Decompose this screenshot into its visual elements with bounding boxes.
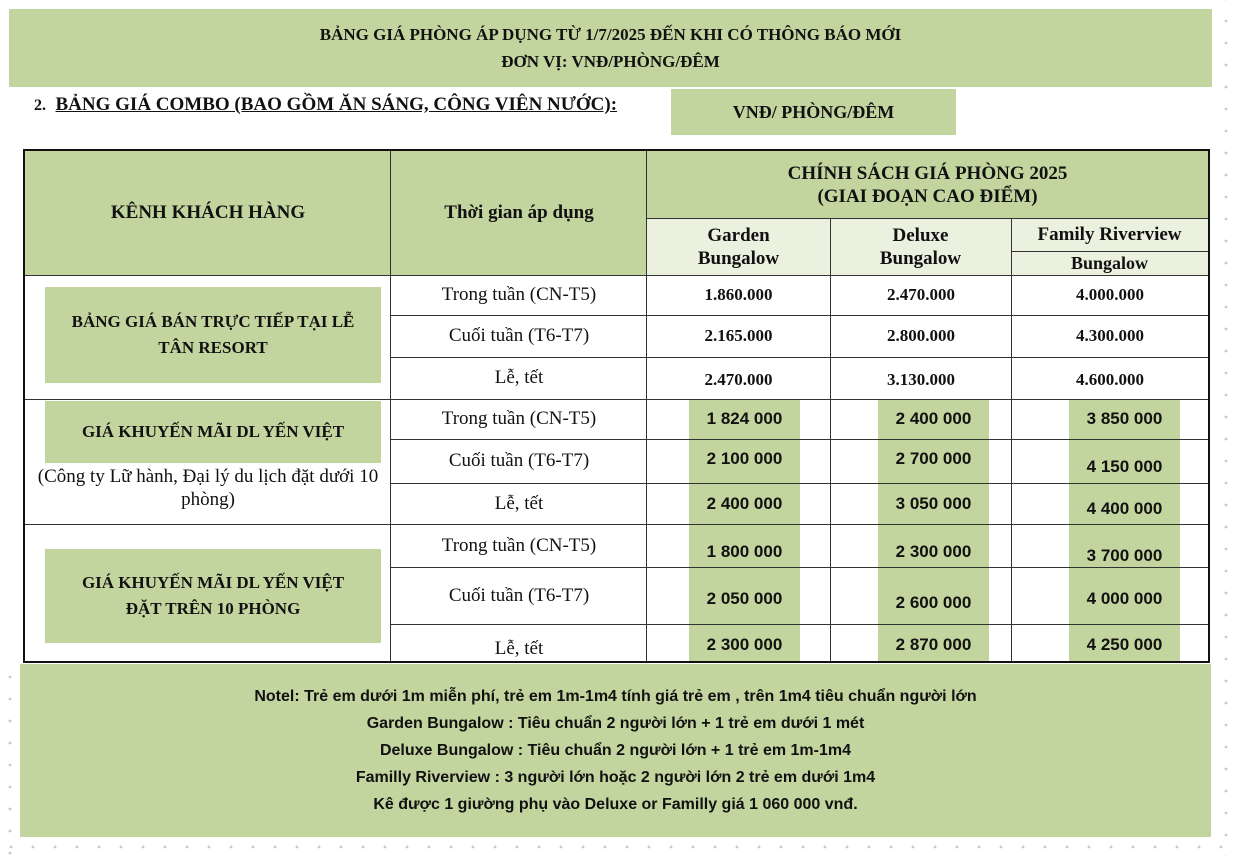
price-cell: 1 800 000: [706, 542, 783, 561]
notes-box: [20, 664, 1211, 837]
group-label-promo-over10: [45, 549, 381, 643]
price-cell: 2.800.000: [887, 326, 955, 345]
price-cell: 4 250 000: [1086, 635, 1163, 654]
time-cell: Cuối tuần (T6-T7): [448, 450, 590, 471]
room-type-line2: Bungalow: [697, 247, 780, 269]
decorative-dots-left: [0, 660, 20, 856]
room-type-line2: Bungalow: [879, 247, 962, 269]
group-label-line2: ĐẶT TRÊN 10 PHÒNG: [125, 599, 301, 618]
price-cell: 2 700 000: [895, 449, 972, 468]
grid-line: [1011, 251, 1208, 252]
price-cell: 4 400 000: [1086, 499, 1163, 518]
time-cell: Lễ, tết: [494, 638, 544, 659]
price-cell: 4 000 000: [1086, 589, 1163, 608]
group-label-line1: GIÁ KHUYẾN MÃI DL YẾN VIỆT: [81, 573, 345, 592]
time-cell: Lễ, tết: [494, 493, 544, 514]
col-header-deluxe: [830, 218, 1011, 275]
price-cell: 3.130.000: [887, 369, 955, 389]
price-cell: 4.600.000: [1076, 369, 1144, 389]
col-header-garden: [647, 218, 830, 275]
price-cell: 2 870 000: [895, 635, 972, 654]
col-header-family: Family Riverview: [1037, 223, 1182, 245]
price-cell: 2 300 000: [895, 542, 972, 561]
price-cell: 3 700 000: [1086, 546, 1163, 565]
price-cell: 3 850 000: [1086, 409, 1163, 428]
price-cell: 2 300 000: [706, 635, 783, 654]
time-cell: Cuối tuần (T6-T7): [448, 325, 590, 346]
col-header-time: Thời gian áp dụng: [444, 202, 594, 223]
col-header-family-sub: Bungalow: [1070, 253, 1149, 273]
time-cell: Trong tuần (CN-T5): [441, 535, 597, 556]
section-heading: BẢNG GIÁ COMBO (BAO GỒM ĂN SÁNG, CÔNG VIÊN NƯỚC):: [55, 94, 618, 115]
grid-line: [647, 218, 1208, 219]
group-label-promo-under10: GIÁ KHUYẾN MÃI DL YẾN VIỆT: [45, 401, 381, 463]
section-number: 2.: [34, 97, 46, 114]
price-cell: 2.165.000: [704, 326, 773, 345]
price-cell: 2 050 000: [706, 589, 783, 608]
time-cell: Lễ, tết: [494, 367, 544, 388]
time-cell: Cuối tuần (T6-T7): [448, 584, 590, 606]
price-cell: 2 100 000: [706, 449, 783, 468]
unit-box: VNĐ/ PHÒNG/ĐÊM: [671, 89, 956, 135]
decorative-dots-right: [1213, 0, 1239, 856]
room-type-line1: Garden: [707, 224, 770, 246]
decorative-dots-bottom: [0, 838, 1239, 856]
section-title: [34, 94, 617, 116]
price-cell: 1.860.000: [704, 285, 773, 304]
room-type-line1: Deluxe: [892, 224, 949, 246]
note-line: Deluxe Bungalow : Tiêu chuẩn 2 người lớn + 1 trẻ em 1m-1m4: [379, 742, 852, 759]
note-line: Familly Riverview : 3 người lớn hoặc 2 người lớn 2 trẻ em dưới 1m4: [355, 769, 876, 786]
col-header-channel: KÊNH KHÁCH HÀNG: [110, 202, 306, 223]
group-label-direct: [45, 287, 381, 383]
price-cell: 4.000.000: [1076, 285, 1144, 304]
col-header-policy: [647, 151, 1208, 218]
time-cell: Trong tuần (CN-T5): [441, 284, 597, 305]
group-label-line2: TÂN RESORT: [158, 338, 268, 357]
price-cell: 1 824 000: [706, 409, 783, 428]
group-label-line1: BẢNG GIÁ BÁN TRỰC TIẾP TẠI LỄ: [71, 312, 355, 331]
policy-subtitle: (GIAI ĐOẠN CAO ĐIỂM): [817, 185, 1038, 207]
price-cell: 2 400 000: [706, 494, 783, 513]
price-cell: 2 600 000: [895, 593, 972, 612]
note-line: Notel: Trẻ em dưới 1m miễn phí, trẻ em 1m-1m4 tính giá trẻ em , trên 1m4 tiêu chuẩn người lớn: [254, 688, 977, 705]
policy-title: CHÍNH SÁCH GIÁ PHÒNG 2025: [787, 162, 1068, 184]
group-note: (Công ty Lữ hành, Đại lý du lịch đặt dưới 10 phòng): [37, 466, 379, 510]
note-line: Garden Bungalow : Tiêu chuẩn 2 người lớn + 1 trẻ em dưới 1 mét: [366, 715, 865, 732]
banner-title: BẢNG GIÁ PHÒNG ÁP DỤNG TỪ 1/7/2025 ĐẾN KHI CÓ THÔNG BÁO MỚI: [319, 25, 902, 44]
price-cell: 4 150 000: [1086, 457, 1163, 476]
price-cell: 2.470.000: [704, 369, 773, 389]
time-cell: Trong tuần (CN-T5): [441, 408, 597, 429]
price-cell: 2.470.000: [887, 285, 955, 304]
top-banner: [9, 9, 1212, 87]
price-cell: 4.300.000: [1076, 326, 1144, 345]
price-table: [23, 149, 1210, 663]
price-cell: 3 050 000: [895, 494, 972, 513]
price-cell: 2 400 000: [895, 409, 972, 428]
note-line: Kê được 1 giường phụ vào Deluxe or Familly giá 1 060 000 vnđ.: [373, 796, 858, 813]
banner-unit: ĐƠN VỊ: VNĐ/PHÒNG/ĐÊM: [501, 52, 720, 71]
